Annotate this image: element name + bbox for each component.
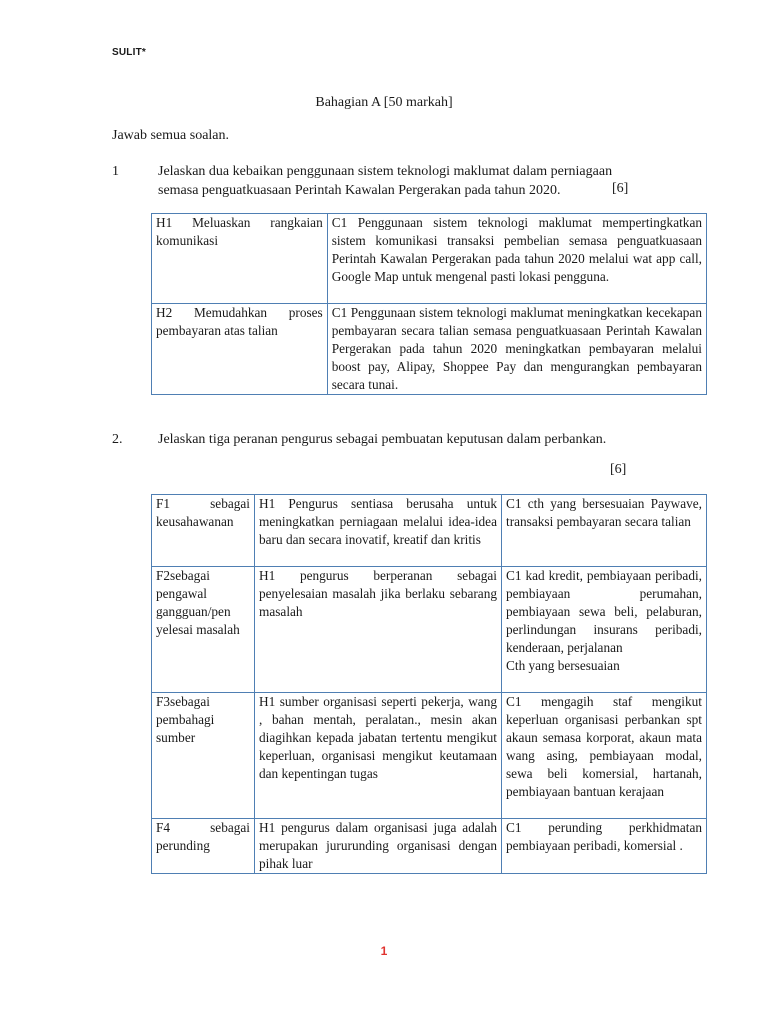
table-cell bbox=[502, 567, 707, 693]
cell-text: C1 perunding perkhidmatan pembiayaan peribadi, komersial . bbox=[506, 820, 702, 853]
question-text bbox=[158, 162, 612, 200]
table-cell: H1 Meluaskan rangkaian komunikasi bbox=[152, 214, 328, 304]
table-cell: C1 Penggunaan sistem teknologi maklumat mempertingkatkan sistem komunikasi transaksi pembelian semasa penguatkuasaan Perintah Kawalan Pergerakan pada tahun 2020 melalui wat app call, Google Map untuk mengenal pasti lokasi pengguna. bbox=[327, 214, 706, 304]
table-cell: C1 Penggunaan sistem teknologi maklumat meningkatkan kecekapan pembayaran secara talian semasa penguatkuasaan Perintah Kawalan Pergerakan pada tahun 2020 meningkatkan pembayaran melalui boost pay, Alipay, Shoppee Pay dan mengurangkan pembayaran secara tunai. bbox=[327, 304, 706, 395]
question-1 bbox=[112, 162, 672, 202]
cell-text: C1 cth yang bersesuaian Paywave, transaksi pembayaran secara talian bbox=[506, 496, 702, 529]
table-cell: F1 sebagai keusahawanan bbox=[152, 495, 255, 567]
question-number: 2. bbox=[112, 432, 123, 447]
instruction-text: Jawab semua soalan. bbox=[112, 128, 230, 143]
table-row bbox=[152, 214, 707, 304]
table-cell bbox=[502, 819, 707, 874]
page-number: 1 bbox=[380, 944, 388, 958]
table-row bbox=[152, 819, 707, 874]
question-text bbox=[158, 430, 606, 449]
question-marks: [6] bbox=[612, 181, 629, 196]
table-cell: H1 Pengurus sentiasa berusaha untuk meningkatkan perniagaan melalui idea-idea baru dan secara inovatif, kreatif dan kritis bbox=[255, 495, 502, 567]
table-row bbox=[152, 693, 707, 819]
table-row bbox=[152, 304, 707, 395]
question-line: semasa penguatkuasaan Perintah Kawalan Pergerakan pada tahun 2020. bbox=[158, 183, 561, 198]
section-title: Bahagian A [50 markah] bbox=[315, 95, 453, 110]
cell-text-extra: Cth yang bersesuaian bbox=[506, 658, 620, 673]
table-cell: H1 pengurus dalam organisasi juga adalah merupakan jururunding organisasi dengan pihak luar bbox=[255, 819, 502, 874]
confidential-label: SULIT* bbox=[112, 47, 146, 58]
table-cell: F4 sebagai perunding bbox=[152, 819, 255, 874]
table-cell bbox=[502, 495, 707, 567]
table-cell: H2 Memudahkan proses pembayaran atas talian bbox=[152, 304, 328, 395]
question-number: 1 bbox=[112, 164, 119, 179]
cell-text: C1 kad kredit, pembiayaan peribadi, pembiayaan perumahan, pembiayaan sewa beli, pelaburan, perlindungan insurans peribadi, kenderaan, perjalanan bbox=[506, 568, 702, 655]
table-row bbox=[152, 495, 707, 567]
table-cell: F2sebagai pengawal gangguan/pen yelesai masalah bbox=[152, 567, 255, 693]
question-marks: [6] bbox=[610, 462, 627, 477]
table-cell: H1 sumber organisasi seperti pekerja, wang , bahan mentah, peralatan., mesin akan diagihkan kepada jabatan tertentu mengikut keperluan, organisasi mengikut keutamaan dan kepentingan tugas bbox=[255, 693, 502, 819]
table-cell: H1 pengurus berperanan sebagai penyelesaian masalah jika berlaku sebarang masalah bbox=[255, 567, 502, 693]
question-2 bbox=[112, 430, 672, 470]
cell-text: C1 mengagih staf mengikut keperluan organisasi perbankan spt akaun semasa korporat, akaun mata wang asing, pembiayaan modal, sewa beli komersial, hartanah, pembiayaan bantuan kerajaan bbox=[506, 694, 702, 799]
table-row bbox=[152, 567, 707, 693]
table-cell bbox=[502, 693, 707, 819]
question-line: Jelaskan tiga peranan pengurus sebagai pembuatan keputusan dalam perbankan. bbox=[158, 432, 607, 447]
question-line: Jelaskan dua kebaikan penggunaan sistem teknologi maklumat dalam perniagaan bbox=[158, 164, 613, 179]
answer-table-2 bbox=[151, 494, 707, 874]
table-cell: F3sebagai pembahagi sumber bbox=[152, 693, 255, 819]
answer-table-1 bbox=[151, 213, 707, 395]
